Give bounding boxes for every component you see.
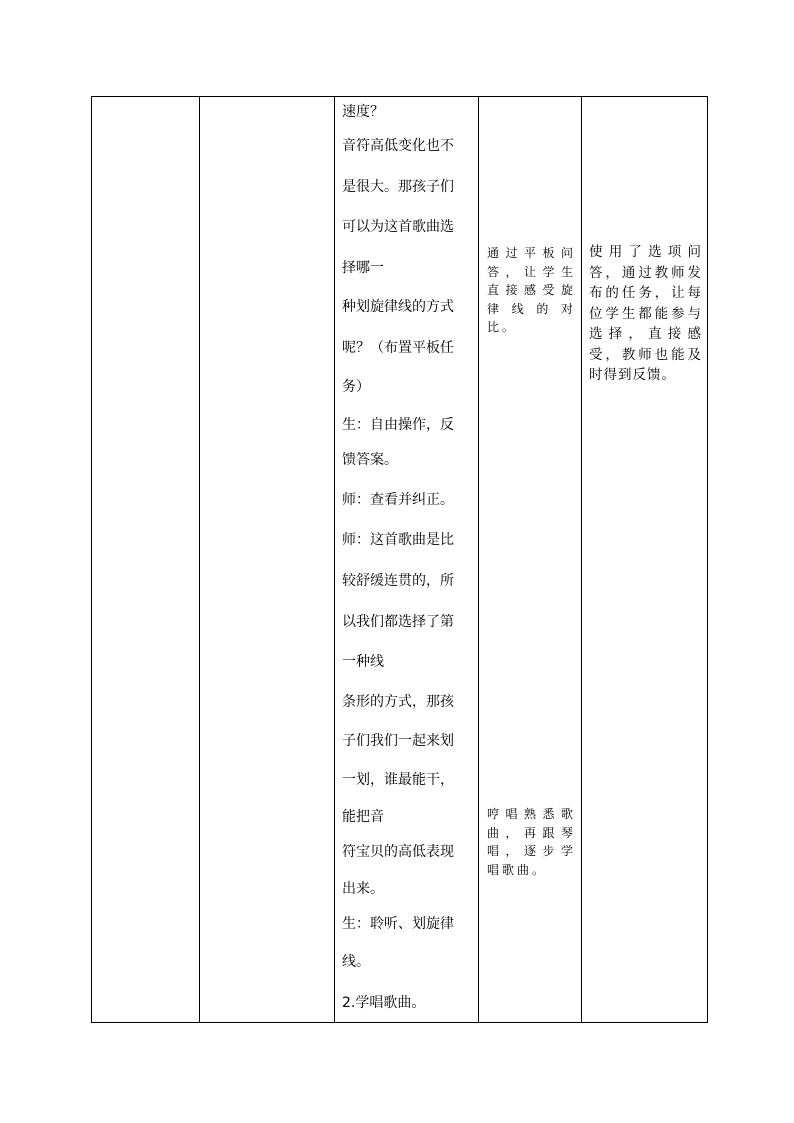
rationale-cell [582, 97, 708, 1023]
stage-cell [92, 97, 200, 1023]
activity-line: 师：查看并纠正。 [342, 492, 454, 508]
activity-line: 出来。 [342, 881, 384, 897]
activity-line: 生：聆听、划旋律 [342, 916, 454, 932]
activity-line: 务） [342, 379, 370, 395]
activity-line: 线。 [342, 954, 370, 970]
rationale-text: 使用了选项问答，通过教师发布的任务，让每位学生都能参与选择，直接感受，教师也能及时得到反馈。 [589, 244, 702, 383]
activity-line: 能把音 [342, 809, 384, 825]
activity-line: 生：自由操作，反 [342, 417, 454, 433]
table-row [92, 97, 708, 1023]
intent-text-singing: 哼唱熟悉歌曲，再跟琴唱，逐步学唱歌曲。 [487, 807, 576, 877]
activity-line: 师：这首歌曲是比 [342, 532, 454, 548]
activity-line: 一种线 [342, 654, 384, 670]
activity-line: 2.学唱歌曲。 [342, 995, 426, 1011]
activity-line: 馈答案。 [342, 452, 398, 468]
activity-line: 是很大。那孩子们 [342, 179, 454, 195]
lesson-plan-table [91, 96, 708, 1023]
activity-line: 条形的方式，那孩 [342, 694, 454, 710]
activity-line: 种划旋律线的方式 [342, 299, 454, 315]
activity-line: 音符高低变化也不 [342, 138, 454, 154]
activity-line: 择哪一 [342, 260, 384, 276]
intent-text-tablet: 通过平板问答，让学生直接感受旋律线的对比。 [487, 246, 576, 334]
activity-line: 以我们都选择了第 [342, 614, 454, 630]
activity-line: 子们我们一起来划 [342, 733, 454, 749]
intent-cell [479, 97, 582, 1023]
activity-line: 符宝贝的高低表现 [342, 844, 454, 860]
activity-line: 速度？ [342, 104, 384, 120]
activity-cell [335, 97, 479, 1023]
activity-line: 较舒缓连贯的，所 [342, 573, 454, 589]
activity-line: 呢？（布置平板任 [342, 340, 454, 356]
content-cell [200, 97, 335, 1023]
activity-line: 一划，谁最能干， [342, 772, 454, 788]
activity-line: 可以为这首歌曲选 [342, 219, 454, 235]
